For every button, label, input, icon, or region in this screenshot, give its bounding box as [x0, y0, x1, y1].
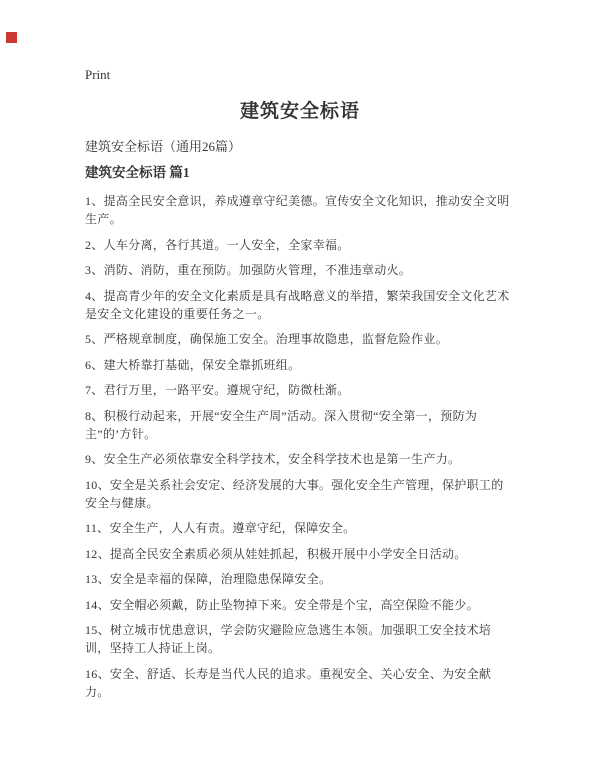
slogan-item: 16、安全、舒适、长寿是当代人民的追求。重视安全、关心安全、为安全献力。 [85, 666, 492, 699]
page-subtitle: 建筑安全标语（通用26篇） [85, 139, 242, 154]
slogan-item: 13、安全是幸福的保障，治理隐患保障安全。 [85, 572, 332, 586]
slogan-item: 11、安全生产，人人有责。遵章守纪，保障安全。 [85, 521, 356, 535]
slogan-item: 5、严格规章制度，确保施工安全。治理事故隐患，监督危险作业。 [85, 332, 449, 346]
red-square-marker-icon [6, 32, 17, 43]
slogan-item: 7、君行万里，一路平安。遵规守纪，防微杜渐。 [85, 383, 350, 397]
slogan-item: 8、积极行动起来，开展“安全生产周”活动。深入贯彻“安全第一，预防为主”的’方针。 [85, 408, 478, 441]
slogan-item: 3、消防、消防，重在预防。加强防火管理，不准违章动火。 [85, 263, 412, 277]
slogan-item: 14、安全帽必须戴，防止坠物掉下来。安全带是个宝，高空保险不能少。 [85, 597, 479, 612]
slogan-list [85, 192, 515, 701]
page-title: 建筑安全标语 [239, 101, 360, 122]
slogan-item: 2、人车分离，各行其道。一人安全，全家幸福。 [85, 237, 350, 252]
section-heading: 建筑安全标语 篇1 [85, 165, 190, 180]
slogan-item: 4、提高青少年的安全文化素质是具有战略意义的举措，繁荣我国安全文化艺术是安全文化建设的重要任务之一。 [85, 288, 510, 321]
slogan-item: 12、提高全民安全素质必须从娃娃抓起，积极开展中小学安全日活动。 [85, 546, 467, 561]
slogan-item: 1、提高全民安全意识，养成遵章守纪美德。宣传安全文化知识，推动安全文明生产。 [85, 194, 510, 226]
slogan-item: 15、树立城市忧患意识，学会防灾避险应急逃生本领。加强职工安全技术培训，坚持工人持证上岗。 [85, 623, 492, 655]
slogan-item: 6、建大桥靠打基础，保安全靠抓班组。 [85, 357, 301, 372]
slogan-item: 10、安全是关系社会安定、经济发展的大事。强化安全生产管理，保护职工的安全与健康。 [85, 477, 504, 510]
print-link[interactable]: Print [85, 67, 111, 82]
slogan-item: 9、安全生产必须依靠安全科学技术，安全科学技术也是第一生产力。 [85, 452, 461, 466]
